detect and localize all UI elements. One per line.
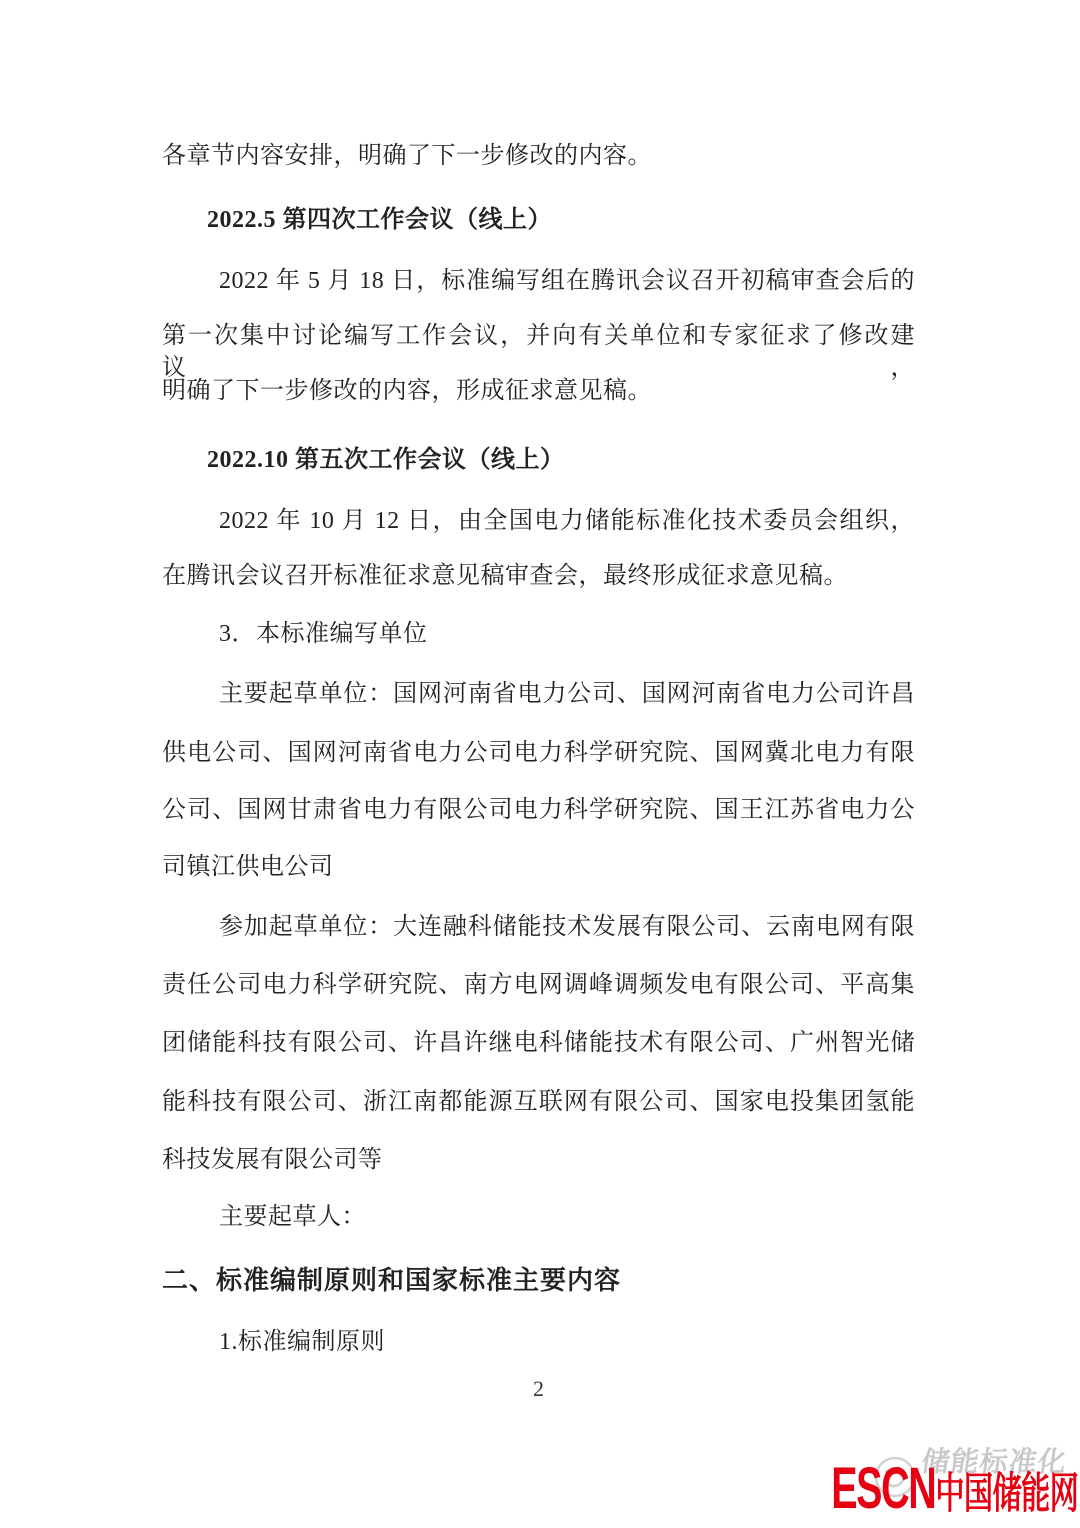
chapter-heading-principles: 二、标准编制原则和国家标准主要内容 — [162, 1265, 622, 1295]
section-heading-meeting-5: 2022.10 第五次工作会议（线上） — [207, 447, 565, 473]
section-heading-meeting-4: 2022.5 第四次工作会议（线上） — [207, 207, 552, 233]
brand-abbr: ESCN — [831, 1456, 936, 1521]
paragraph-line: 参加起草单位：大连融科储能技术发展有限公司、云南电网有限 — [219, 914, 915, 940]
paragraph-line: 公司、国网甘肃省电力有限公司电力科学研究院、国王江苏省电力公 — [162, 797, 915, 823]
paragraph-line: 第一次集中讨论编写工作会议，并向有关单位和专家征求了修改建议， — [162, 323, 915, 381]
escn-logo — [831, 1436, 1080, 1521]
page-number: 2 — [533, 1376, 544, 1401]
paragraph-line: 在腾讯会议召开标准征求意见稿审查会，最终形成征求意见稿。 — [162, 563, 848, 589]
paragraph-line: 主要起草单位：国网河南省电力公司、国网河南省电力公司许昌 — [219, 681, 915, 707]
brand-name: 中国储能网 — [935, 1470, 1078, 1518]
paragraph-line: 责任公司电力科学研究院、南方电网调峰调频发电有限公司、平高集 — [162, 972, 915, 998]
watermark-text: 储能标准化 — [919, 1446, 1069, 1477]
brand-lockup — [831, 1456, 1078, 1521]
paragraph-line: 团储能科技有限公司、许昌许继电科储能技术有限公司、广州智光储 — [162, 1030, 915, 1056]
paragraph-line: 2022 年 5 月 18 日，标准编写组在腾讯会议召开初稿审查会后的 — [219, 268, 915, 294]
paragraph-line: 供电公司、国网河南省电力公司电力科学研究院、国网冀北电力有限 — [162, 740, 915, 766]
subsection-heading-drafting-units: 3．本标准编写单位 — [219, 621, 428, 647]
paragraph-line: 司镇江供电公司 — [162, 854, 334, 880]
paragraph-line: 2022 年 10 月 12 日，由全国电力储能标准化技术委员会组织， — [219, 508, 915, 534]
paragraph-line-drafters: 主要起草人： — [219, 1204, 366, 1230]
subsection-heading-principle: 1.标准编制原则 — [219, 1329, 385, 1355]
paragraph-line: 各章节内容安排，明确了下一步修改的内容。 — [162, 143, 652, 169]
paragraph-line: 明确了下一步修改的内容，形成征求意见稿。 — [162, 378, 652, 404]
paragraph-line: 科技发展有限公司等 — [162, 1147, 383, 1173]
paragraph-line: 能科技有限公司、浙江南都能源互联网有限公司、国家电投集团氢能 — [162, 1089, 915, 1115]
